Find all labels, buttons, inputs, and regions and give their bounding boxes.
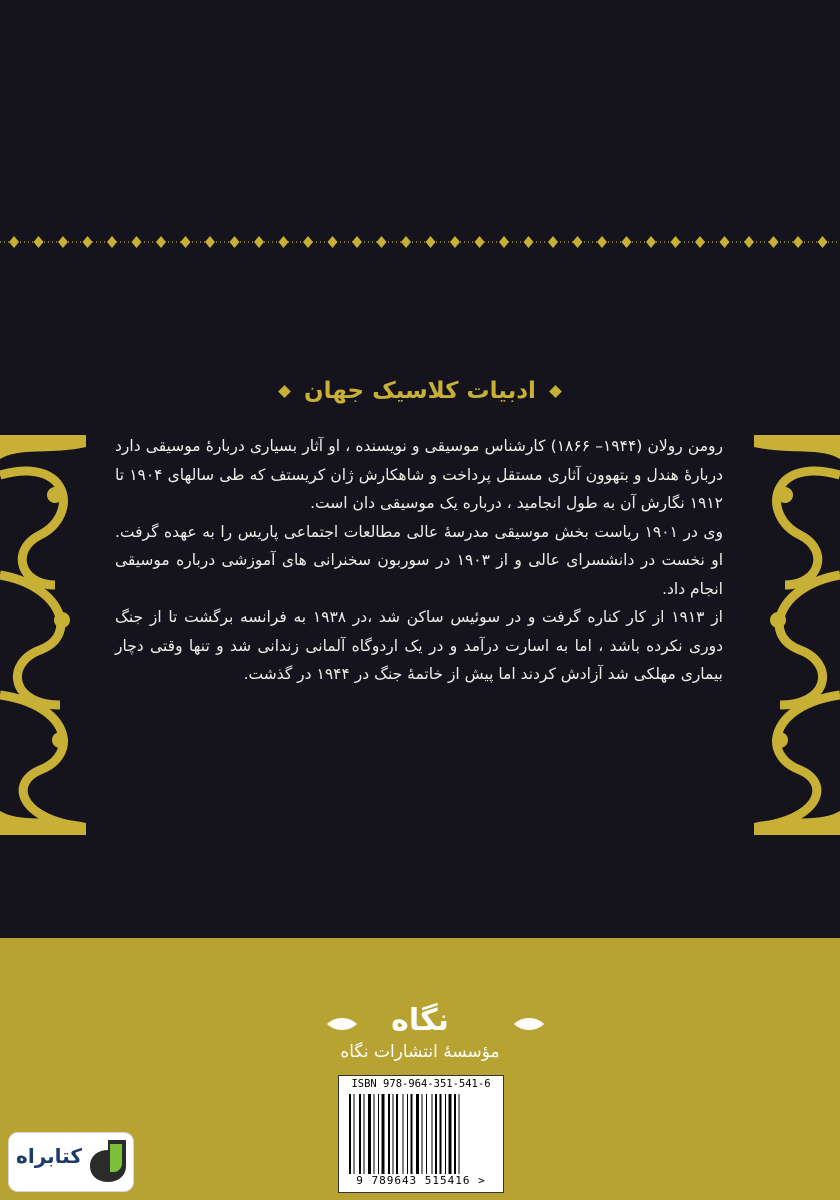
border-diamond-icon [671, 236, 681, 248]
publisher-name: مؤسسهٔ انتشارات نگاه [340, 1042, 500, 1062]
border-diamond-icon [83, 236, 93, 248]
series-heading [0, 378, 840, 404]
border-diamond-icon [573, 236, 583, 248]
border-diamond-icon [401, 236, 411, 248]
heading-diamond-icon [278, 385, 291, 398]
isbn-label: ISBN 978-964-351-541-6 [351, 1078, 491, 1090]
border-diamond-icon [254, 236, 264, 248]
barcode-digits: 9 789643 515416 > [356, 1174, 486, 1187]
border-diamond-icon [622, 236, 632, 248]
badge-text: کتابراه [16, 1144, 82, 1168]
border-diamond-icon [205, 236, 215, 248]
border-diamond-icon [156, 236, 166, 248]
left-arabesque-ornament [0, 435, 86, 835]
border-diamond-icon [499, 236, 509, 248]
bio-paragraph: وی در ۱۹۰۱ ریاست بخش موسیقی مدرسهٔ عالی مطالعات اجتماعی پاریس را به عهده گرفت. او نخست در دانشسرای عالی و از ۱۹۰۳ در سوربون سخنرانی های آموزشی درباره موسیقی انجام داد. [115, 522, 723, 598]
border-diamond-icon [597, 236, 607, 248]
author-biography [115, 432, 723, 689]
border-diamond-icon [58, 236, 68, 248]
border-diamond-icon [230, 236, 240, 248]
border-diamond-icon [475, 236, 485, 248]
diamond-dot-border [0, 230, 840, 254]
border-diamond-icon [9, 236, 19, 248]
publisher-logo [362, 996, 478, 1042]
border-diamond-icon [426, 236, 436, 248]
border-diamond-icon [181, 236, 191, 248]
heading-diamond-icon [549, 385, 562, 398]
border-diamond-icon [524, 236, 534, 248]
ketabrah-logo-icon [86, 1138, 130, 1184]
border-diamond-icon [132, 236, 142, 248]
border-diamond-icon [695, 236, 705, 248]
border-diamond-icon [744, 236, 754, 248]
border-diamond-icon [352, 236, 362, 248]
series-title: ادبیات کلاسیک جهان [304, 378, 536, 404]
feather-ornament-icon [512, 1014, 546, 1034]
feather-ornament-icon [325, 1014, 359, 1034]
border-diamond-icon [646, 236, 656, 248]
border-diamond-icon [450, 236, 460, 248]
bio-paragraph: رومن رولان (۱۹۴۴– ۱۸۶۶) کارشناس موسیقی و نویسنده ، او آثار بسیاری دربارهٔ موسیقی دارد دربارهٔ هندل و بتهوون آثاری مستقل پرداخت و شاهکارش ژان کریستف که طی سالهای ۱۹۰۴ تا ۱۹۱۲ نگارش آن به طول انجامید ، درباره یک موسیقی دان است. [115, 437, 723, 512]
border-diamond-icon [34, 236, 44, 248]
barcode-bars [349, 1094, 493, 1174]
publisher-logo-text: نگاه [391, 1003, 449, 1038]
border-diamond-icon [793, 236, 803, 248]
border-diamond-icon [548, 236, 558, 248]
border-diamond-icon [377, 236, 387, 248]
border-diamond-icon [769, 236, 779, 248]
border-diamond-icon [303, 236, 313, 248]
border-diamond-icon [328, 236, 338, 248]
border-diamond-icon [720, 236, 730, 248]
isbn-barcode [338, 1075, 504, 1193]
border-diamond-icon [279, 236, 289, 248]
border-diamond-icon [107, 236, 117, 248]
ketabrah-badge[interactable] [8, 1132, 134, 1192]
border-diamond-icon [818, 236, 828, 248]
bio-paragraph: از ۱۹۱۳ از کار کناره گرفت و در سوئیس ساکن شد ،در ۱۹۳۸ به فرانسه برگشت تا از جنگ دوری نکرده باشد ، اما به اسارت درآمد و در یک اردوگاه آلمانی زندانی شد و تنها وقتی دچار بیماری مهلکی شد آزادش کردند اما پیش از خاتمهٔ جنگ در ۱۹۴۴ در گذشت. [115, 608, 723, 683]
right-arabesque-ornament [754, 435, 840, 835]
